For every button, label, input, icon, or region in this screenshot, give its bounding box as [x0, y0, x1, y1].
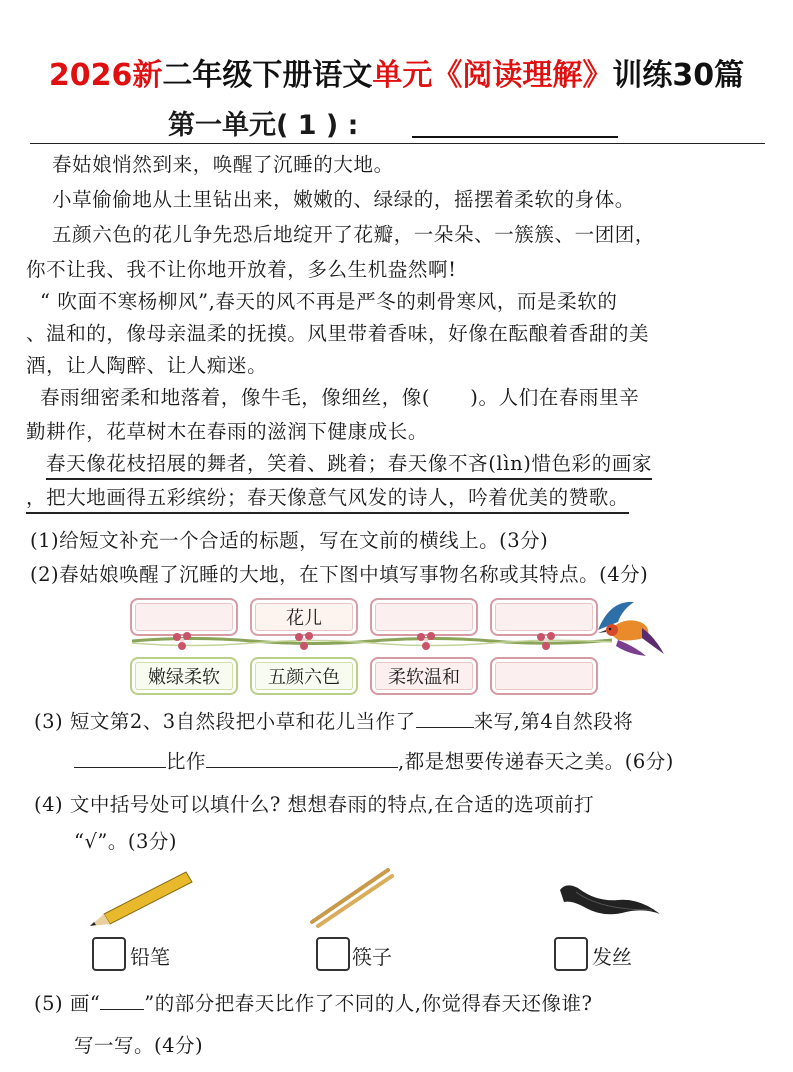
title-grade: 二年级下册语文	[162, 58, 373, 93]
q3-text-a: (3) 短文第2、3自然段把小草和花儿当作了	[34, 710, 416, 733]
q5-text-a: (5) 画“	[34, 992, 101, 1015]
diagram-bottom-box-3: 柔软温和	[370, 657, 478, 695]
option-checkbox-pencil[interactable]	[92, 937, 126, 971]
q3-text-b: 来写,第4自然段将	[473, 710, 634, 733]
title-count: 训练30篇	[612, 58, 745, 93]
diagram-bottom-box-2: 五颜六色	[250, 657, 358, 695]
passage-para-4c: 酒，让人陶醉、让人痴迷。	[26, 354, 268, 377]
q3-text-d: ,都是想要传递春天之美。(6分)	[398, 750, 674, 773]
header-rule	[30, 143, 765, 144]
option-checkbox-chopsticks[interactable]	[316, 937, 350, 971]
diagram-top-box-2: 花儿	[250, 598, 358, 636]
diagram-bottom-box-1: 嫩绿柔软	[130, 657, 238, 695]
passage-para-1: 春姑娘悄然到来，唤醒了沉睡的大地。	[52, 153, 394, 176]
passage-para-3b: 你不让我、我不让你地开放着，多么生机盎然啊!	[26, 258, 457, 281]
flower-icon	[532, 627, 562, 657]
title-answer-line[interactable]	[412, 136, 618, 138]
title-year: 2026新	[48, 58, 163, 93]
hair-strand-icon	[556, 880, 666, 930]
question-2: (2)春姑娘唤醒了沉睡的大地，在下图中填写事物名称或其特点。(4分)	[30, 563, 649, 586]
question-3-line-2	[74, 746, 674, 774]
passage-para-4b: 、温和的，像母亲温柔的抚摸。风里带着香味，好像在酝酿着香甜的美	[26, 322, 650, 345]
question-4-line-1: (4) 文中括号处可以填什么? 想想春雨的特点,在合适的选项前打	[34, 793, 595, 816]
pencil-icon	[86, 866, 196, 930]
option-label-pencil: 铅笔	[130, 945, 170, 969]
passage-para-3a: 五颜六色的花儿争先恐后地绽开了花瓣，一朵朵、一簇簇、一团团，	[52, 223, 656, 246]
passage-para-5b: 勤耕作，花草树木在春雨的滋润下健康成长。	[26, 420, 429, 443]
q3-text-c: 比作	[166, 750, 207, 773]
chopsticks-icon	[306, 866, 396, 930]
q5-underline-sample	[100, 991, 144, 1010]
option-label-chopsticks: 筷子	[352, 945, 392, 969]
passage-para-5a: 春雨细密柔和地落着，像牛毛，像细丝，像( )。人们在春雨里辛	[40, 386, 640, 409]
option-label-hair: 发丝	[592, 945, 632, 969]
flower-icon	[290, 627, 320, 657]
option-checkbox-hair[interactable]	[554, 937, 588, 971]
q3-blank-3[interactable]	[206, 749, 398, 768]
diagram-bottom-box-4[interactable]	[490, 657, 598, 695]
page-title	[0, 50, 793, 94]
question-4-line-2: “√”。(3分)	[74, 830, 177, 853]
passage-para-4a: “ 吹面不寒杨柳风”,春天的风不再是严冬的刺骨寒风，而是柔软的	[40, 290, 618, 313]
passage-para-6a-underlined: 春天像花枝招展的舞者，笑着、跳着；春天像不吝(lìn)惜色彩的画家	[46, 452, 652, 480]
question-5-line-1	[34, 988, 592, 1016]
flower-icon	[412, 627, 442, 657]
q3-blank-1[interactable]	[416, 709, 474, 728]
swallow-bird-icon	[588, 596, 666, 662]
question-3-line-1	[34, 706, 633, 734]
q3-blank-2[interactable]	[74, 749, 166, 768]
question-5-line-2: 写一写。(4分)	[74, 1034, 204, 1057]
title-unit: 单元《阅读理解》	[372, 58, 613, 93]
q5-text-b: ”的部分把春天比作了不同的人,你觉得春天还像谁?	[144, 992, 593, 1015]
flower-icon	[168, 627, 198, 657]
passage-para-2: 小草偷偷地从土里钻出来，嫩嫩的、绿绿的，摇摆着柔软的身体。	[52, 188, 635, 211]
question-1: (1)给短文补充一个合适的标题，写在文前的横线上。(3分)	[30, 529, 549, 552]
section-subtitle: 第一单元( 1 ) :	[168, 110, 359, 141]
passage-para-6b-underlined: ，把大地画得五彩缤纷；春天像意气风发的诗人，吟着优美的赞歌。	[26, 486, 629, 514]
